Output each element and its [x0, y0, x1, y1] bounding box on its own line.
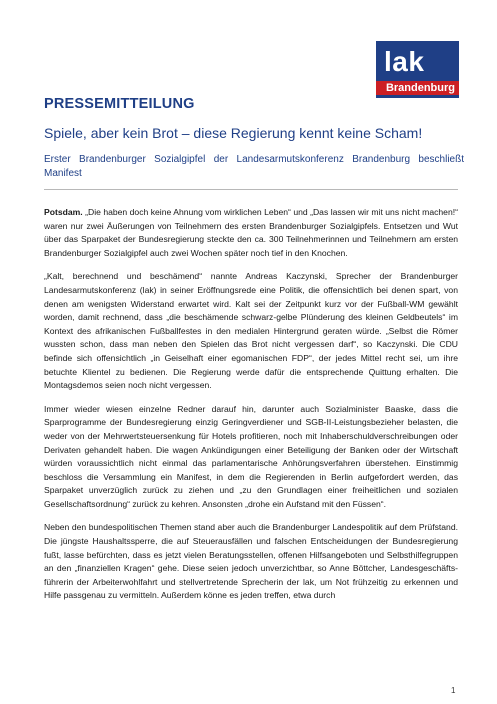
divider: [44, 189, 458, 190]
document-type-label: PRESSEMITTEILUNG: [44, 96, 195, 112]
lak-logo: [376, 41, 459, 98]
paragraph: „Kalt, berechnend und beschämend“ nannte Andreas Kaczynski, Sprecher der Brandenburger Landesarmutskonferenz (lak) in seiner Eröffnungsrede eine Politik, die offensichtlich bei denen spart, von denen am wenigsten Widerstand erwartet wird. Kalt sei der Zeitpunkt kurz vor der Fußball-WM gewählt worden, damit rechnend, dass „die beschämende schwarz-gelbe Plünderung des kleinen Geldbeutels“ im Kontext des afrikanischen Fußballfestes in den medialen Hintergrund geraten würde. „Selbst die Römer wussten schon, dass man neben den Spielen das Brot nicht vergessen darf“, so Kaczynski. Die CDU befinde sich offensichtlich „in Geiselhaft einer egomanischen FDP“, der jedes Mittel recht sei, um ihre betuchte Klientel zu bedienen. Die Regierung werde dafür die entsprechende Quittung erhalten. Die Montagsdemos seien noch nicht vergessen.: [44, 271, 458, 391]
logo-region-band: Brandenburg: [376, 81, 459, 95]
logo-wordmark: lak: [384, 46, 425, 77]
article-body: [44, 206, 458, 613]
page-number: 1: [451, 686, 456, 695]
headline: Spiele, aber kein Brot – diese Regierung kennt keine Scham!: [44, 125, 423, 141]
dateline: Potsdam.: [44, 207, 83, 217]
subheadline: Erster Brandenburger Sozialgipfel der Landesarmutskonferenz Brandenburg beschließt Manifest: [44, 154, 464, 179]
paragraph: Immer wieder wiesen einzelne Redner darauf hin, darunter auch Sozialminister Baaske, dass die Sparprogramme der Bundesregierung einzig Geringverdiener und SGB-II-Leistungsbezieher belasten, die weder von der Mehrwertsteuersenkung für Hotels profitieren, noch mit Inhaberschuldverschreibungen oder Derivaten gehandelt haben. Die wagen Ankündigungen einer Beteiligung der Banken oder der Wirtschaft würden voraussichtlich nicht einmal das parlamentarische Anhörungsverfahren überstehen. Einstimmig beschloss die Versammlung ein Manifest, in dem die Regierenden in Berlin aufgefordert werden, das Sparpaket unverzüglich zurück zu ziehen und „zu den Grundlagen einer freiheitlichen und sozialen Gesellschaftsordnung“ zurück zu kehren. Ansonsten „drohe ein Aufstand mit den Füssen“.: [44, 403, 458, 509]
paragraph: Neben den bundespolitischen Themen stand aber auch die Brandenburger Landespolitik auf dem Prüfstand. Die jüngste Haushaltssperre, die auf Steuerausfällen und falschen Entscheidungen der Bundesregierung fußt, lasse befürchten, dass es jetzt vielen Beratungsstellen, offenen Hilfsangeboten und Selbsthilfegruppen an den „finanziellen Kragen“ gehe. Diese seien jedoch unverzichtbar, so Anne Böttcher, Landesgeschäfts-führerin der Arbeiterwohlfahrt und stellvertretende Sprecherin der lak, um Not frühzeitig zu erkennen und Hilfe passgenau zu vermitteln. Außerdem könne es jeden treffen, etwa durch: [44, 522, 458, 601]
paragraph-text: „Die haben doch keine Ahnung vom wirklichen Leben“ und „Das lassen wir mit uns nicht machen!“ waren nur zwei Äußerungen von Teilnehmern des ersten Brandenburger Sozialgipfels. Entsetzen und Wut über das Sparpaket der Bundesregierung steckte den ca. 300 Teilnehmerinnen und Teilnehmern am ersten Brandenburger Sozialgipfel auch zwei Wochen später noch tief in den Knochen.: [44, 207, 458, 258]
paragraph: [44, 206, 458, 260]
